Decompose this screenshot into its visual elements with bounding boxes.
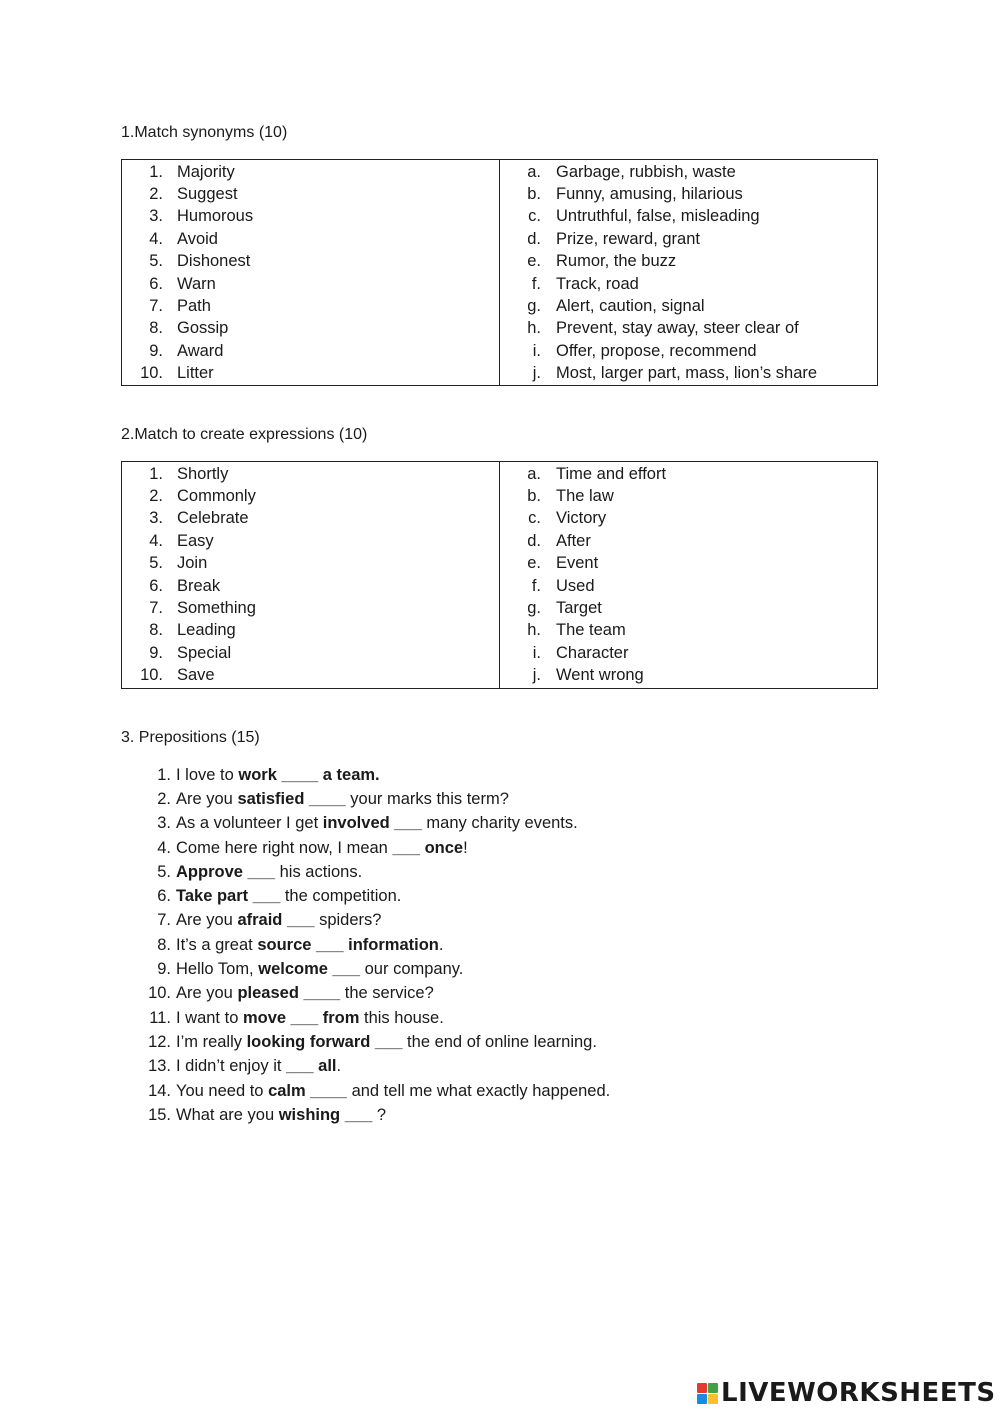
item-number: 3. <box>157 814 171 833</box>
option-letter: i. <box>532 341 541 360</box>
option-letter: b. <box>527 185 541 204</box>
item-number: 9. <box>149 341 163 360</box>
sentence-text: . <box>438 935 444 954</box>
sentence <box>176 790 509 809</box>
synonym-item-1 <box>122 161 499 183</box>
option-text: The law <box>556 487 614 506</box>
item-word: Litter <box>177 364 214 383</box>
preposition-item-10 <box>121 982 881 1006</box>
option-letter: h. <box>527 319 541 338</box>
synonym-option-10 <box>500 363 877 385</box>
liveworksheets-logo <box>697 1378 996 1408</box>
sentence-text: spiders? <box>314 911 382 930</box>
sentence <box>176 984 434 1003</box>
sentence <box>176 1009 444 1028</box>
key-phrase: Take part ___ <box>176 887 281 906</box>
expression-option-2 <box>500 485 877 507</box>
synonym-option-9 <box>500 340 877 362</box>
key-phrase: wishing ___ <box>278 1105 373 1124</box>
expressions-right-column <box>500 462 877 688</box>
option-letter: b. <box>527 487 541 506</box>
preposition-item-3 <box>121 812 881 836</box>
sentence-text: your marks this term? <box>345 789 509 808</box>
option-text: Victory <box>556 509 607 528</box>
sentence-text: Are you <box>176 789 238 808</box>
sentence <box>176 911 381 930</box>
key-phrase: calm ____ <box>268 1081 347 1100</box>
sentence-text: our company. <box>360 960 464 979</box>
option-letter: d. <box>527 531 541 550</box>
key-phrase: afraid ___ <box>237 911 315 930</box>
item-number: 5. <box>149 554 163 573</box>
expression-option-5 <box>500 553 877 575</box>
option-letter: f. <box>531 274 541 293</box>
key-phrase: welcome ___ <box>258 960 361 979</box>
preposition-item-11 <box>121 1006 881 1030</box>
item-number: 6. <box>149 274 163 293</box>
option-text: Prevent, stay away, steer clear of <box>556 319 799 338</box>
sentence <box>176 839 468 858</box>
synonym-item-9 <box>122 340 499 362</box>
item-word: Path <box>177 297 211 316</box>
sentence <box>176 1106 386 1125</box>
sentence-text: many charity events. <box>421 814 578 833</box>
sentence <box>176 766 380 785</box>
sentence-text: the end of online learning. <box>402 1032 597 1051</box>
sentence-text: I’m really <box>176 1032 247 1051</box>
sentence-text: this house. <box>359 1008 444 1027</box>
item-number: 9. <box>149 643 163 662</box>
sentence-text: his actions. <box>275 862 363 881</box>
preposition-item-15 <box>121 1103 881 1127</box>
expression-option-6 <box>500 575 877 597</box>
option-letter: a. <box>527 464 541 483</box>
sentence-text: and tell me what exactly happened. <box>346 1081 611 1100</box>
key-phrase: looking forward ___ <box>246 1032 403 1051</box>
key-phrase: satisfied ____ <box>237 789 346 808</box>
item-word: Celebrate <box>177 509 249 528</box>
option-letter: a. <box>527 162 541 181</box>
synonym-option-8 <box>500 318 877 340</box>
expression-item-1 <box>122 463 499 485</box>
option-text: Event <box>556 554 599 573</box>
expressions-left-column <box>122 462 500 688</box>
item-number: 4. <box>149 229 163 248</box>
option-text: Went wrong <box>556 666 644 685</box>
key-phrase: Approve ___ <box>176 862 276 881</box>
sentence <box>176 814 578 833</box>
key-phrase: ___ once <box>392 838 464 857</box>
item-number: 4. <box>149 531 163 550</box>
option-letter: c. <box>528 207 541 226</box>
preposition-item-4 <box>121 836 881 860</box>
item-number: 4. <box>157 838 171 857</box>
item-word: Award <box>177 341 224 360</box>
sentence-text: You need to <box>176 1081 269 1100</box>
section-1-title: 1.Match synonyms (10) <box>121 124 288 141</box>
option-letter: f. <box>531 576 541 595</box>
key-phrase: pleased ____ <box>237 984 341 1003</box>
key-phrase: work ____ a team. <box>238 765 380 784</box>
sentence-text: As a volunteer I get <box>176 814 323 833</box>
expression-item-9 <box>122 642 499 664</box>
expression-item-4 <box>122 530 499 552</box>
sentence-text: ! <box>463 838 468 857</box>
item-word: Easy <box>177 531 214 550</box>
option-text: After <box>556 531 591 550</box>
option-letter: c. <box>528 509 541 528</box>
logo-square <box>697 1383 707 1393</box>
synonym-option-7 <box>500 295 877 317</box>
option-text: Alert, caution, signal <box>556 297 705 316</box>
sentence <box>176 863 362 882</box>
sentence-text: I want to <box>176 1008 243 1027</box>
preposition-item-14 <box>121 1079 881 1103</box>
option-letter: g. <box>527 599 541 618</box>
option-text: Offer, propose, recommend <box>556 341 757 360</box>
synonyms-right-column <box>500 160 877 385</box>
item-word: Gossip <box>177 319 229 338</box>
synonym-item-8 <box>122 318 499 340</box>
preposition-item-2 <box>121 787 881 811</box>
synonym-item-2 <box>122 183 499 205</box>
sentence-text: What are you <box>176 1105 279 1124</box>
synonym-item-5 <box>122 251 499 273</box>
option-letter: e. <box>527 554 541 573</box>
expression-option-10 <box>500 665 877 687</box>
expression-option-7 <box>500 597 877 619</box>
synonyms-left-column <box>122 160 500 385</box>
sentence-text: I didn’t enjoy it <box>176 1057 287 1076</box>
option-text: Track, road <box>556 274 639 293</box>
synonym-item-4 <box>122 228 499 250</box>
key-phrase: source ___ information <box>257 935 439 954</box>
option-text: Funny, amusing, hilarious <box>556 185 743 204</box>
option-text: Untruthful, false, misleading <box>556 207 760 226</box>
item-number: 7. <box>149 599 163 618</box>
option-letter: j. <box>532 666 541 685</box>
expression-item-2 <box>122 485 499 507</box>
preposition-item-8 <box>121 933 881 957</box>
item-number: 1. <box>149 464 163 483</box>
item-number: 11. <box>149 1008 171 1027</box>
item-number: 15. <box>148 1105 171 1124</box>
item-number: 12. <box>148 1032 171 1051</box>
item-word: Special <box>177 643 232 662</box>
item-word: Shortly <box>177 464 229 483</box>
expression-option-3 <box>500 508 877 530</box>
item-word: Break <box>177 576 221 595</box>
synonym-option-5 <box>500 251 877 273</box>
item-number: 8. <box>157 935 171 954</box>
expression-item-5 <box>122 553 499 575</box>
option-letter: g. <box>527 297 541 316</box>
item-number: 2. <box>157 789 171 808</box>
option-text: Used <box>556 576 595 595</box>
item-word: Leading <box>177 621 236 640</box>
logo-square <box>697 1394 707 1404</box>
item-number: 10. <box>140 364 163 383</box>
item-number: 7. <box>157 911 171 930</box>
option-letter: e. <box>527 252 541 271</box>
key-phrase: involved ___ <box>322 814 422 833</box>
expression-item-7 <box>122 597 499 619</box>
option-text: Garbage, rubbish, waste <box>556 162 736 181</box>
synonym-item-10 <box>122 363 499 385</box>
item-word: Save <box>177 666 215 685</box>
item-word: Humorous <box>177 207 254 226</box>
sentence-text: ? <box>372 1105 387 1124</box>
preposition-item-1 <box>121 763 881 787</box>
item-number: 3. <box>149 509 163 528</box>
item-word: Join <box>177 554 208 573</box>
key-phrase: ___ all <box>286 1057 337 1076</box>
item-word: Majority <box>177 162 235 181</box>
option-letter: h. <box>527 621 541 640</box>
item-number: 1. <box>149 162 163 181</box>
logo-square <box>708 1394 718 1404</box>
option-letter: d. <box>527 229 541 248</box>
expression-option-9 <box>500 642 877 664</box>
item-word: Something <box>177 599 256 618</box>
item-number: 8. <box>149 621 163 640</box>
synonym-item-3 <box>122 206 499 228</box>
preposition-item-5 <box>121 860 881 884</box>
item-word: Commonly <box>177 487 256 506</box>
logo-square <box>708 1383 718 1393</box>
synonym-option-4 <box>500 228 877 250</box>
synonym-option-2 <box>500 183 877 205</box>
synonym-item-7 <box>122 295 499 317</box>
sentence-text: I love to <box>176 765 239 784</box>
section-3-title: 3. Prepositions (15) <box>121 729 260 746</box>
item-number: 1. <box>157 765 171 784</box>
option-text: Rumor, the buzz <box>556 252 677 271</box>
sentence-text: Are you <box>176 911 238 930</box>
sentence-text: the competition. <box>280 887 402 906</box>
expressions-table <box>121 461 878 689</box>
sentence-text: the service? <box>340 984 434 1003</box>
synonym-option-1 <box>500 161 877 183</box>
item-word: Avoid <box>177 229 218 248</box>
item-word: Dishonest <box>177 252 251 271</box>
option-letter: i. <box>532 643 541 662</box>
synonym-option-6 <box>500 273 877 295</box>
expression-option-4 <box>500 530 877 552</box>
expression-option-1 <box>500 463 877 485</box>
option-text: Character <box>556 643 629 662</box>
option-text: The team <box>556 621 626 640</box>
expression-item-3 <box>122 508 499 530</box>
preposition-item-6 <box>121 884 881 908</box>
item-number: 10. <box>148 984 171 1003</box>
preposition-item-7 <box>121 909 881 933</box>
sentence <box>176 1082 610 1101</box>
sentence <box>176 1057 341 1076</box>
item-number: 5. <box>157 862 171 881</box>
section-2-title: 2.Match to create expressions (10) <box>121 426 368 443</box>
logo-text: LIVEWORKSHEETS <box>721 1378 996 1408</box>
sentence <box>176 960 463 979</box>
sentence-text: Come here right now, I mean <box>176 838 393 857</box>
synonym-item-6 <box>122 273 499 295</box>
logo-icon <box>697 1383 718 1404</box>
preposition-item-13 <box>121 1055 881 1079</box>
expression-item-10 <box>122 665 499 687</box>
item-number: 10. <box>140 666 163 685</box>
option-text: Time and effort <box>556 464 667 483</box>
preposition-item-12 <box>121 1030 881 1054</box>
sentence-text: . <box>336 1057 342 1076</box>
option-text: Most, larger part, mass, lion’s share <box>556 364 818 383</box>
item-number: 9. <box>157 960 171 979</box>
preposition-item-9 <box>121 957 881 981</box>
item-number: 6. <box>157 887 171 906</box>
expression-option-8 <box>500 620 877 642</box>
key-phrase: move ___ from <box>242 1008 360 1027</box>
item-number: 7. <box>149 297 163 316</box>
sentence <box>176 936 443 955</box>
item-number: 2. <box>149 185 163 204</box>
item-word: Suggest <box>177 185 238 204</box>
item-number: 14. <box>148 1081 171 1100</box>
sentence-text: Are you <box>176 984 238 1003</box>
option-text: Prize, reward, grant <box>556 229 700 248</box>
item-number: 6. <box>149 576 163 595</box>
prepositions-list <box>121 763 881 1127</box>
sentence-text: Hello Tom, <box>176 960 259 979</box>
sentence-text: It’s a great <box>176 935 258 954</box>
item-number: 2. <box>149 487 163 506</box>
expression-item-8 <box>122 620 499 642</box>
item-number: 13. <box>148 1057 171 1076</box>
option-text: Target <box>556 599 602 618</box>
sentence <box>176 1033 597 1052</box>
item-number: 8. <box>149 319 163 338</box>
sentence <box>176 887 401 906</box>
item-word: Warn <box>177 274 216 293</box>
synonyms-table <box>121 159 878 386</box>
item-number: 5. <box>149 252 163 271</box>
expression-item-6 <box>122 575 499 597</box>
synonym-option-3 <box>500 206 877 228</box>
option-letter: j. <box>532 364 541 383</box>
item-number: 3. <box>149 207 163 226</box>
